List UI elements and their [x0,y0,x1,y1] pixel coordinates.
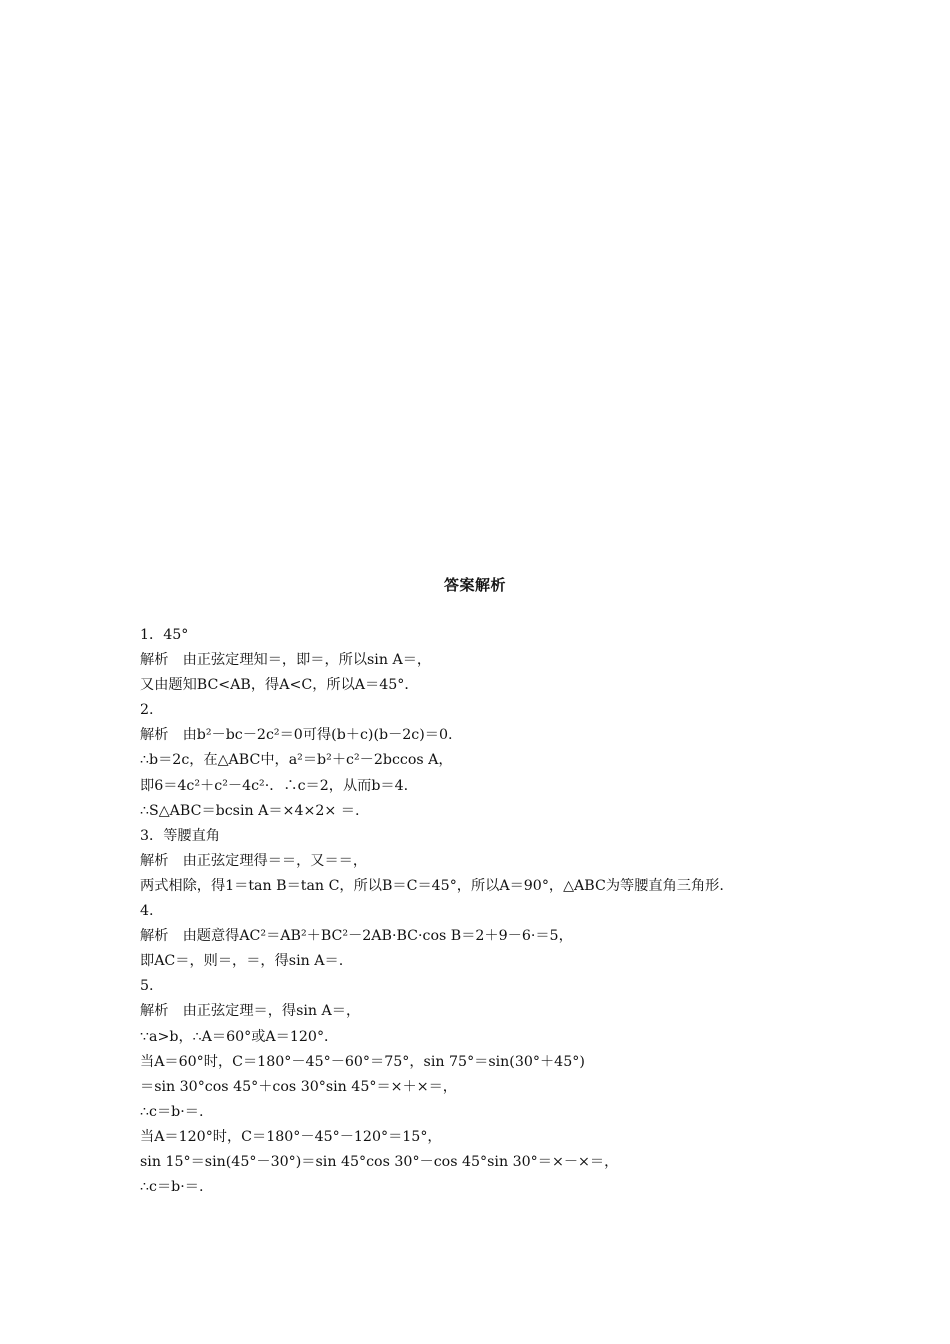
answer-line: 即6＝4c²＋c²－4c²·．∴c＝2，从而b＝4. [140,777,409,794]
answer-line: 当A＝60°时，C＝180°－45°－60°＝75°，sin 75°＝sin(30°＋45°) [140,1053,585,1070]
section-title: 答案解析 [443,576,506,594]
answer-line: 解析 由正弦定理知＝，即＝，所以sin A＝， [140,652,432,669]
answer-line: 两式相除，得1＝tan B＝tan C，所以B＝C＝45°，所以A＝90°，△ABC为等腰直角三角形. [140,877,724,894]
answer-line: 解析 由正弦定理＝，得sin A＝， [140,1003,361,1020]
answer-line: ∴b＝2c，在△ABC中，a²＝b²＋c²－2bccos A， [140,752,453,769]
answer-line: ∵a>b，∴A＝60°或A＝120°． [140,1028,339,1045]
answer-line: ＝sin 30°cos 45°＋cos 30°sin 45°＝×＋×＝， [140,1078,457,1095]
answer-line: ∴c＝b·＝. [140,1179,204,1196]
answer-line: 4. [140,903,154,920]
answer-line: 解析 由b²－bc－2c²＝0可得(b＋c)(b－2c)＝0. [140,727,453,744]
answer-line: 5. [140,978,154,995]
answer-line: 又由题知BC<AB，得A<C，所以A＝45°． [140,677,419,694]
answer-body [140,623,860,1200]
answer-line: 3．等腰直角 [140,827,220,844]
answer-line: 当A＝120°时，C＝180°－45°－120°＝15°， [140,1128,442,1145]
answer-line: 即AC＝，则＝，＝，得sin A＝. [140,953,344,970]
answer-line: ∴S△ABC＝bcsin A＝×4×2× ＝. [140,802,360,819]
answer-line: 解析 由正弦定理得＝＝，又＝＝， [140,852,368,869]
answer-line: 2. [140,702,154,719]
answer-line: 1．45° [140,627,189,643]
answer-line: ∴c＝b·＝. [140,1103,204,1120]
answer-line: 解析 由题意得AC²＝AB²＋BC²－2AB·BC·cos B＝2＋9－6·＝5， [140,928,573,945]
answer-line: sin 15°＝sin(45°－30°)＝sin 45°cos 30°－cos 45°sin 30°＝×－×＝， [140,1153,619,1170]
